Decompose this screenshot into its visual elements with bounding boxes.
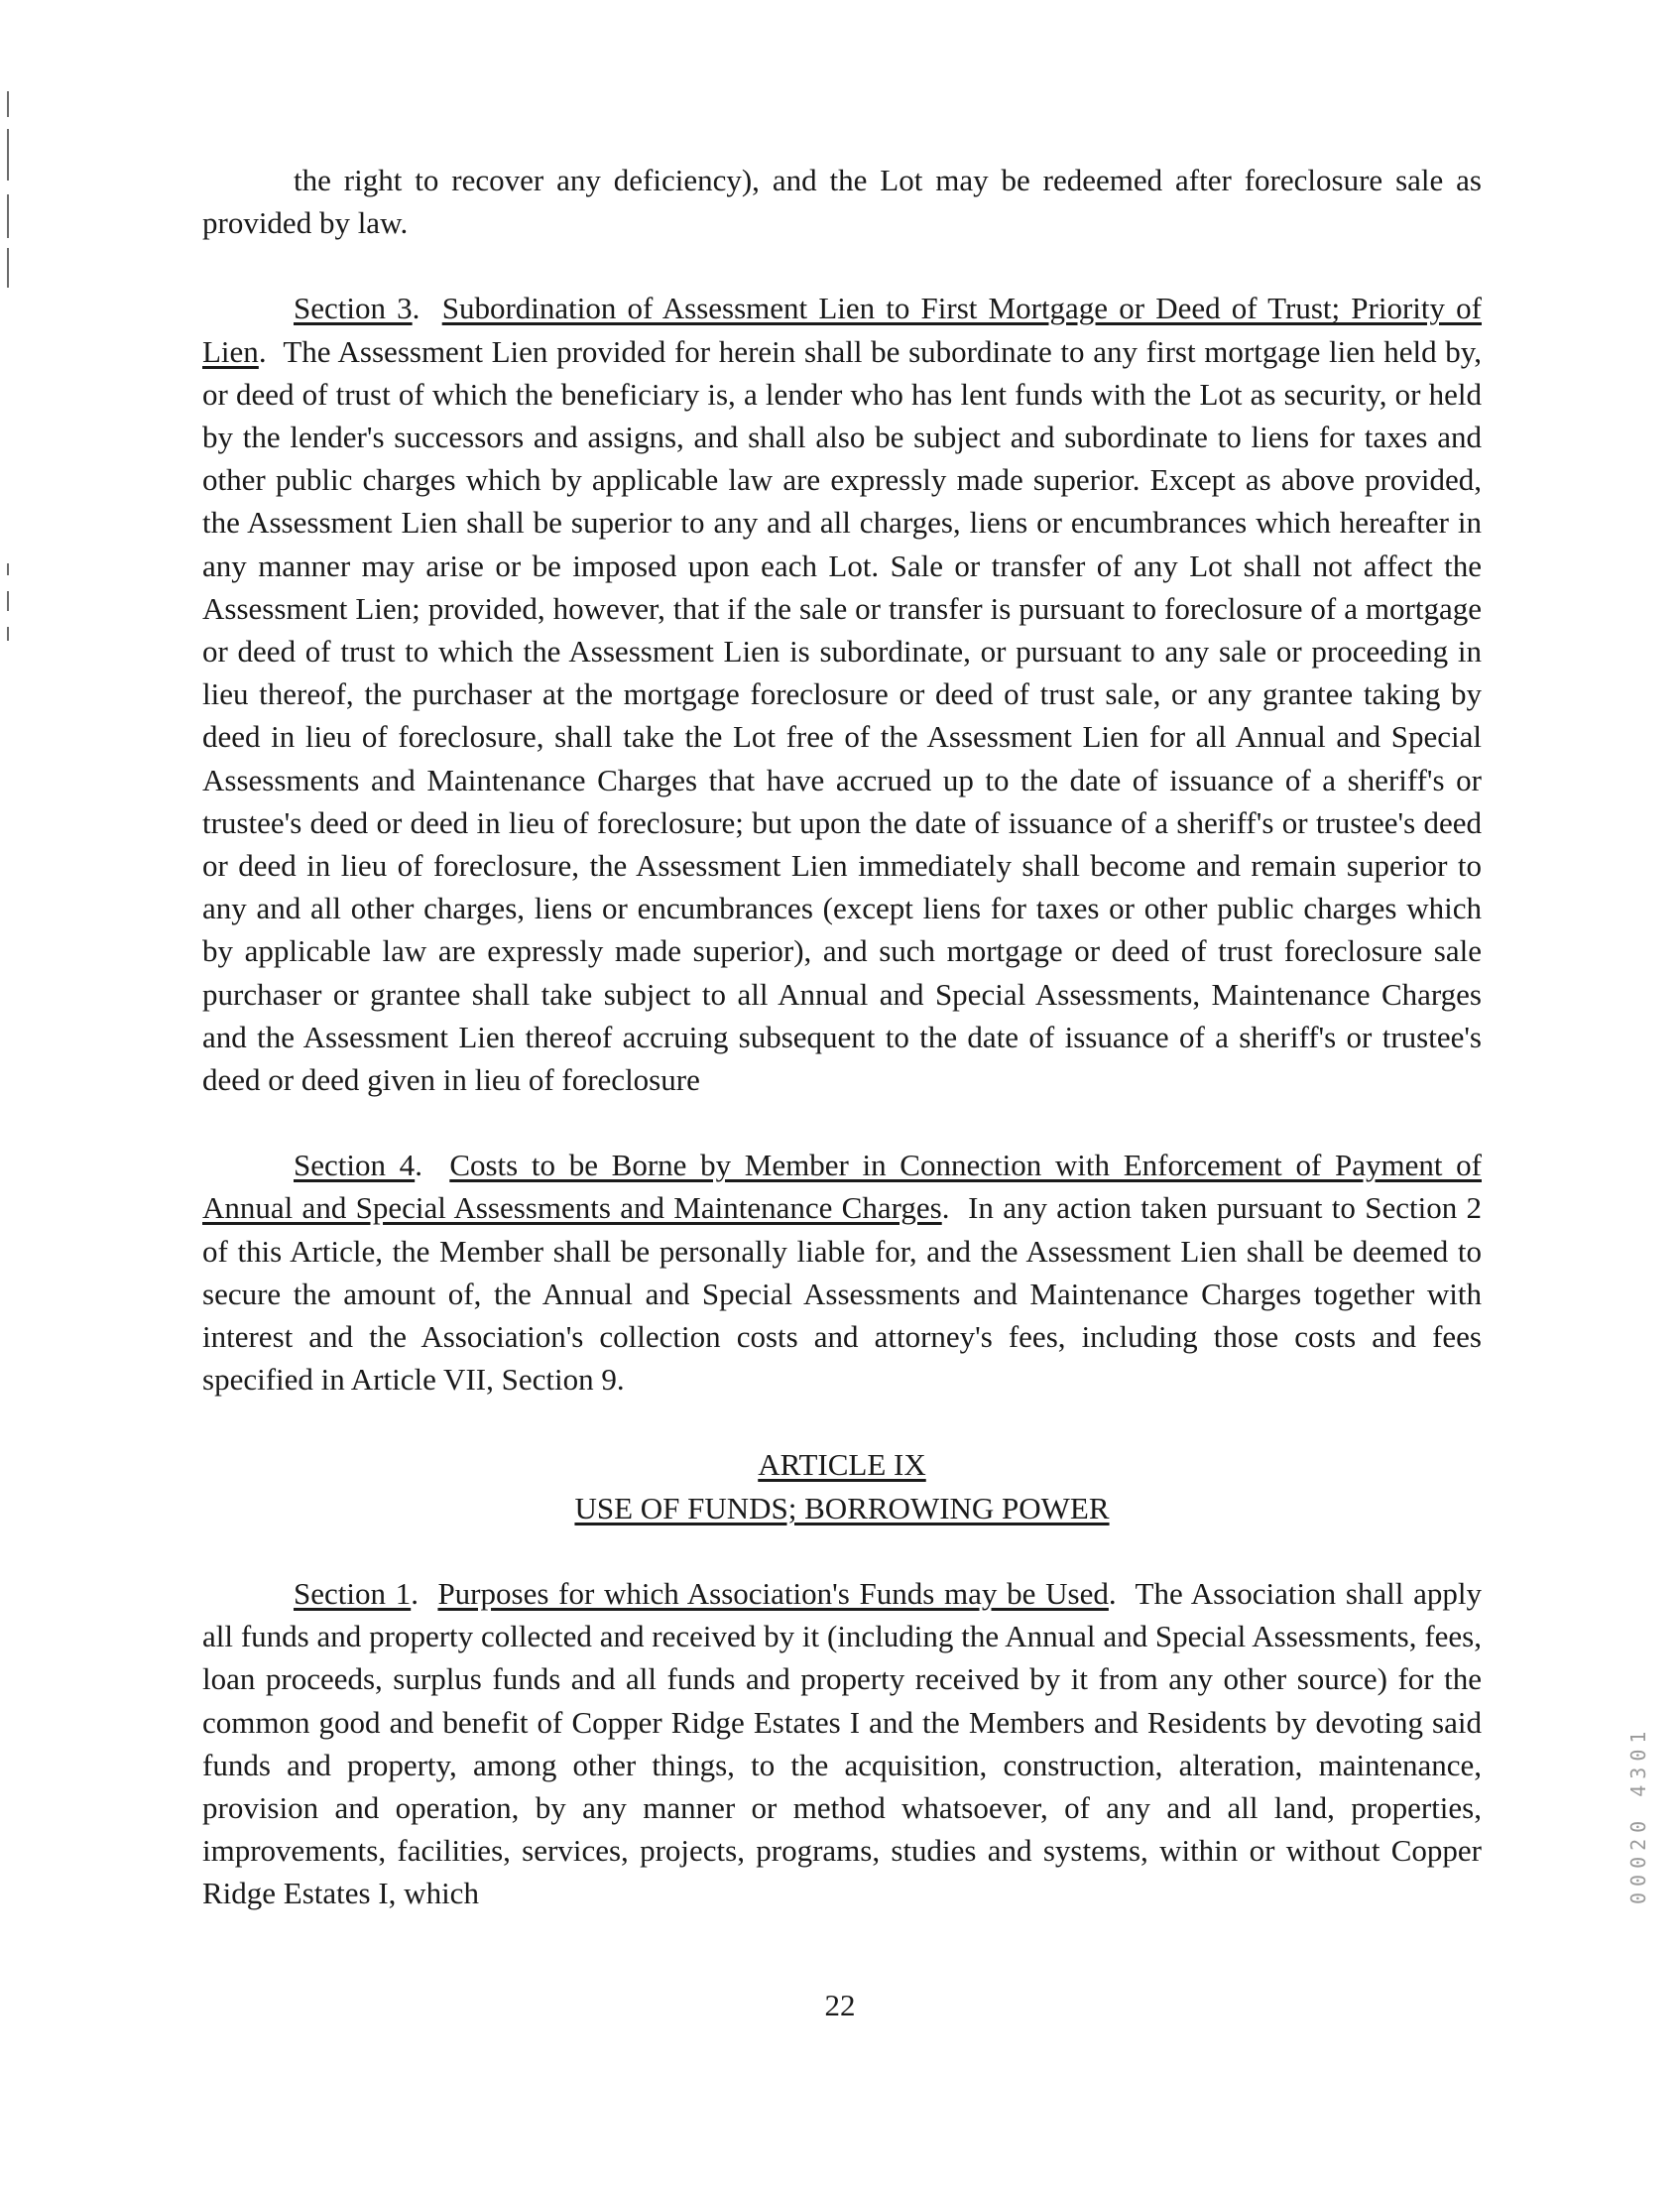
section-3-number: Section 3: [294, 291, 413, 326]
scan-margin-mark: [7, 591, 9, 611]
scan-margin-mark: [7, 91, 9, 117]
section-4-number: Section 4: [294, 1148, 416, 1183]
section-4-body: In any action taken pursuant to Section 2 of this Article, the Member shall be personally liable for, and the Assessment Lien shall be deemed to secure the amount of, the Annual and Special Assessments and Maintenance Charges together with interest and the Association's collection costs and attorney's fees, including those costs and fees specified in Article VII, Section 9.: [202, 1190, 1482, 1398]
continuation-text: the right to recover any deficiency), and the Lot may be redeemed after foreclosure sale as provided by law.: [202, 163, 1482, 241]
scan-margin-mark: [7, 627, 9, 641]
section-3-paragraph: Section 3. Subordination of Assessment Lien to First Mortgage or Deed of Trust; Priority of Lien. The Assessment Lien provided for herein shall be subordinate to any first mortgage lien held by, or deed of trust of which the beneficiary is, a lender who has lent funds with the Lot as security, or held by the lender's successors and assigns, and shall also be subject and subordinate to liens for taxes and other public charges which by applicable law are expressly made superior. Except as above provided, the Assessment Lien shall be superior to any and all charges, liens or encumbrances which hereafter in any manner may arise or be imposed upon each Lot. Sale or transfer of any Lot shall not affect the Assessment Lien; provided, however, that if the sale or transfer is pursuant to foreclosure of a mortgage or deed of trust to which the Assessment Lien is subordinate, or pursuant to any sale or proceeding in lieu thereof, the purchaser at the mortgage foreclosure or deed of trust sale, or any grantee taking by deed in lieu of foreclosure, shall take the Lot free of the Assessment Lien for all Annual and Special Assessments and Maintenance Charges that have accrued up to the date of issuance of a sheriff's or trustee's deed or deed in lieu of foreclosure; but upon the date of issuance of a sheriff's or trustee's deed or deed in lieu of foreclosure, the Assessment Lien immediately shall become and remain superior to any and all other charges, liens or encumbrances (except liens for taxes or other public charges which by applicable law are expressly made superior), and such mortgage or deed of trust foreclosure sale purchaser or grantee shall take subject to all Annual and Special Assessments, Maintenance Charges and the Assessment Lien thereof accruing subsequent to the date of issuance of a sheriff's or trustee's deed or deed given in lieu of foreclosure: [202, 291, 1482, 1098]
section-3-title: Subordination of Assessment Lien to First Mortgage or Deed of Trust; Priority of Lien: [202, 291, 1482, 369]
section-3-body: The Assessment Lien provided for herein shall be subordinate to any first mortgage lien held by, or deed of trust of which the beneficiary is, a lender who has lent funds with the Lot as security, or held by the lender's successors and assigns, and shall also be subject and subordinate to liens for taxes and other public charges which by applicable law are expressly made superior. Except as above provided, the Assessment Lien shall be superior to any and all charges, liens or encumbrances which hereafter in any manner may arise or be imposed upon each Lot. Sale or transfer of any Lot shall not affect the Assessment Lien; provided, however, that if the sale or transfer is pursuant to foreclosure of a mortgage or deed of trust to which the Assessment Lien is subordinate, or pursuant to any sale or proceeding in lieu thereof, the purchaser at the mortgage foreclosure or deed of trust sale, or any grantee taking by deed in lieu of foreclosure, shall take the Lot free of the Assessment Lien for all Annual and Special Assessments and Maintenance Charges that have accrued up to the date of issuance of a sheriff's or trustee's deed or deed in lieu of foreclosure; but upon the date of issuance of a sheriff's or trustee's deed or deed in lieu of foreclosure, the Assessment Lien immediately shall become and remain superior to any and all other charges, liens or encumbrances (except liens for taxes or other public charges which by applicable law are expressly made superior), and such mortgage or deed of trust foreclosure sale purchaser or grantee shall take subject to all Annual and Special Assessments, Maintenance Charges and the Assessment Lien thereof accruing subsequent to the date of issuance of a sheriff's or trustee's deed or deed given in lieu of foreclosure: [202, 333, 1482, 1098]
section-1-number: Section 1: [294, 1575, 412, 1611]
article-number: ARTICLE IX: [758, 1447, 926, 1483]
section-4-title: Costs to be Borne by Member in Connection with Enforcement of Payment of Annual and Special Assessments and Maintenance Charges: [202, 1148, 1482, 1226]
article-title: USE OF FUNDS; BORROWING POWER: [574, 1490, 1110, 1525]
article-heading: [202, 1443, 1482, 1528]
document-body: [202, 159, 1482, 1958]
scan-margin-mark: [7, 563, 9, 575]
section-1-paragraph: Section 1. Purposes for which Association's Funds may be Used. The Association shall apply all funds and property collected and received by it (including the Annual and Special Assessments, fees, loan proceeds, surplus funds and all funds and property received by it from any other source) for the common good and benefit of Copper Ridge Estates I and the Members and Residents by devoting said funds and property, among other things, to the acquisition, construction, alteration, maintenance, provision and operation, by any manner or method whatsoever, of any and all land, properties, improvements, facilities, services, projects, programs, studies and systems, within or without Copper Ridge Estates I, which: [202, 1575, 1482, 1911]
section-1-body: The Association shall apply all funds and property collected and received by it (including the Annual and Special Assessments, fees, loan proceeds, surplus funds and all funds and property received by it from any other source) for the common good and benefit of Copper Ridge Estates I and the Members and Residents by devoting said funds and property, among other things, to the acquisition, construction, alteration, maintenance, provision and operation, by any manner or method whatsoever, of any and all land, properties, improvements, facilities, services, projects, programs, studies and systems, within or without Copper Ridge Estates I, which: [202, 1575, 1482, 1911]
scan-margin-mark: [7, 194, 9, 238]
continuation-paragraph: [202, 159, 1482, 244]
section-4-paragraph: Section 4. Costs to be Borne by Member in Connection with Enforcement of Payment of Annual and Special Assessments and Maintenance Charges. In any action taken pursuant to Section 2 of this Article, the Member shall be personally liable for, and the Assessment Lien shall be deemed to secure the amount of, the Annual and Special Assessments and Maintenance Charges together with interest and the Association's collection costs and attorney's fees, including those costs and fees specified in Article VII, Section 9.: [202, 1148, 1482, 1398]
page-number: 22: [824, 1988, 856, 2022]
scan-margin-mark: [7, 248, 9, 288]
section-1-title: Purposes for which Association's Funds may be Used: [437, 1575, 1109, 1611]
recording-stamp: 00020 4301: [1626, 1725, 1650, 1904]
scan-margin-mark: [7, 129, 9, 181]
